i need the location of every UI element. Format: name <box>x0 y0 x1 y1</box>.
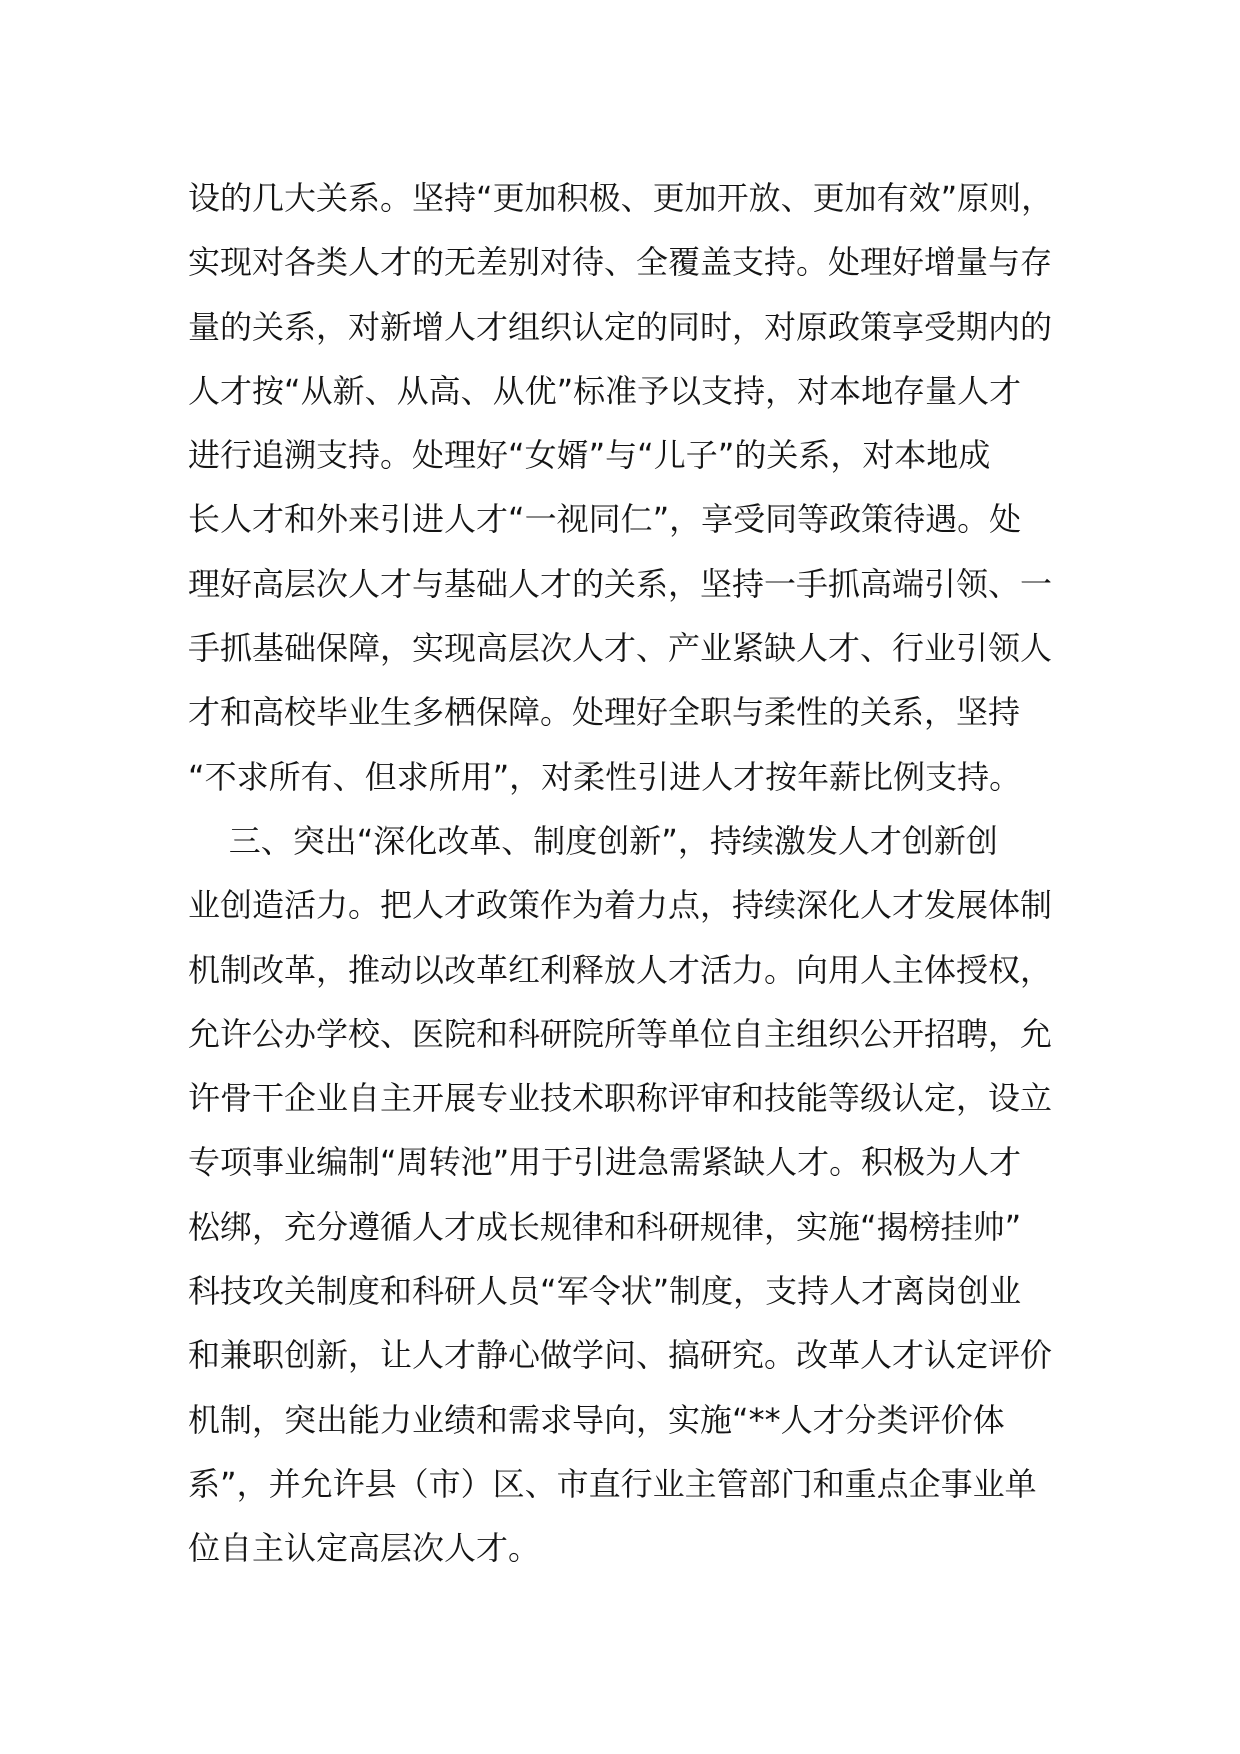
text-line: 专项事业编制“周转池”用于引进急需紧缺人才。积极为人才 <box>188 1143 1022 1182</box>
text-line: 机制改革，推动以改革红利释放人才活力。向用人主体授权， <box>188 950 1053 989</box>
text-line: 手抓基础保障，实现高层次人才、产业紧缺人才、行业引领人 <box>188 629 1053 668</box>
text-line: 实现对各类人才的无差别对待、全覆盖支持。处理好增量与存 <box>188 243 1053 282</box>
text-line: 松绑，充分遵循人才成长规律和科研规律，实施“揭榜挂帅” <box>188 1207 1022 1246</box>
text-line: 设的几大关系。坚持“更加积极、更加开放、更加有效”原则， <box>188 179 1054 217</box>
text-line: 允许公办学校、医院和科研院所等单位自主组织公开招聘，允 <box>188 1014 1053 1053</box>
text-line: “不求所有、但求所用”，对柔性引进人才按年薪比例支持。 <box>188 757 1022 796</box>
text-line: 进行追溯支持。处理好“女婿”与“儿子”的关系，对本地成 <box>188 436 991 475</box>
text-line: 长人才和外来引进人才“一视同仁”，享受同等政策待遇。处 <box>188 500 1022 539</box>
text-line: 位自主认定高层次人才。 <box>188 1529 541 1568</box>
text-line: 和兼职创新，让人才静心做学问、搞研究。改革人才认定评价 <box>188 1336 1053 1375</box>
text-line: 科技攻关制度和科研人员“军令状”制度，支持人才离岗创业 <box>188 1272 1022 1311</box>
text-line: 人才按“从新、从高、从优”标准予以支持，对本地存量人才 <box>188 371 1022 410</box>
text-line: 许骨干企业自主开展专业技术职称评审和技能等级认定，设立 <box>188 1079 1053 1118</box>
text-line: 业创造活力。把人才政策作为着力点，持续深化人才发展体制 <box>188 886 1053 925</box>
text-line: 才和高校毕业生多栖保障。处理好全职与柔性的关系，坚持 <box>188 693 1021 732</box>
body-text <box>188 166 1088 1581</box>
text-line: 量的关系，对新增人才组织认定的同时，对原政策享受期内的 <box>188 307 1053 346</box>
text-line: 系”，并允许县（市）区、市直行业主管部门和重点企事业单 <box>188 1464 1037 1503</box>
text-line: 机制，突出能力业绩和需求导向，实施“**人才分类评价体 <box>188 1400 1005 1439</box>
text-line: 理好高层次人才与基础人才的关系，坚持一手抓高端引领、一 <box>188 564 1053 603</box>
section-heading-line: 三、突出“深化改革、制度创新”，持续激发人才创新创 <box>188 821 998 860</box>
